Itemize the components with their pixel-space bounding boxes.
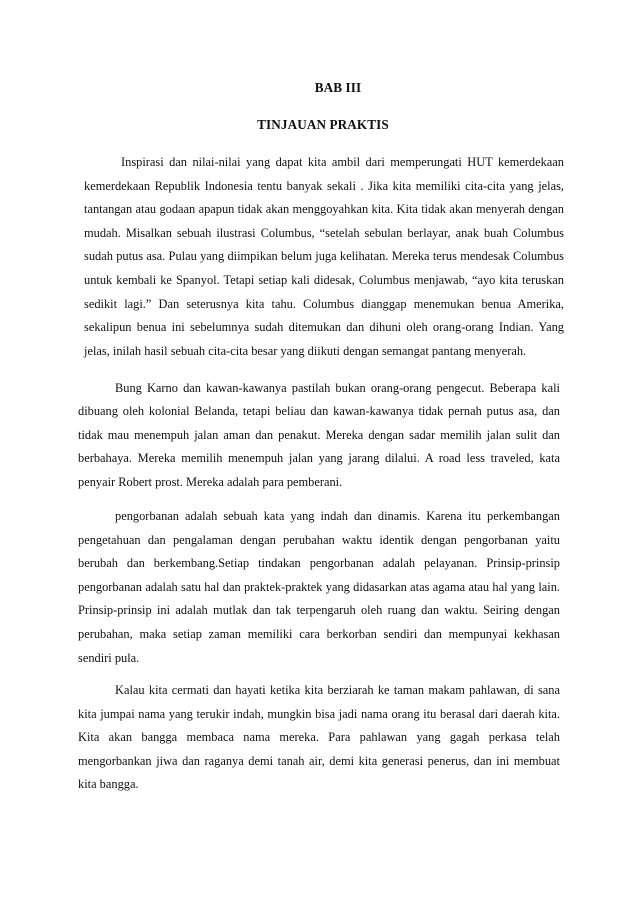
paragraph-2: Bung Karno dan kawan-kawanya pastilah bukan orang-orang pengecut. Beberapa kali dibuang oleh kolonial Belanda, tetapi beliau dan kawan-kawanya tidak pernah putus asa, dan tidak mau menempuh jalan aman dan penakut. Mereka dengan sadar memilih jalan sulit dan berbahaya. Mereka memilih menempuh jalan yang jarang dilalui. A road less traveled, kata penyair Robert prost. Mereka adalah para pemberani. [78,381,560,489]
paragraph-1: Inspirasi dan nilai-nilai yang dapat kita ambil dari memperungati HUT kemerdekaan kemerdekaan Republik Indonesia tentu banyak sekali . Jika kita memiliki cita-cita yang jelas, tantangan atau godaan apapun tidak akan menggoyahkan kita. Kita tidak akan menyerah dengan mudah. Misalkan sebuah ilustrasi Columbus, “setelah sebulan berlayar, anak buah Columbus sudah putus asa. Pulau yang diimpikan belum juga kelihatan. Mereka terus mendesak Columbus untuk kembali ke Spanyol. Tetapi setiap kali didesak, Columbus menjawab, “ayo kita teruskan sedikit lagi.” Dan seterusnya kita tahu. Columbus dianggap menemukan benua Amerika, sekalipun benua ini sebelumnya sudah ditemukan dan dihuni oleh orang-orang Indian. Yang jelas, inilah hasil sebuah cita-cita besar yang diikuti dengan semangat pantang menyerah. [84,155,564,358]
chapter-title: TINJAUAN PRAKTIS [257,117,389,132]
paragraph-3: pengorbanan adalah sebuah kata yang indah dan dinamis. Karena itu perkembangan pengetahuan dan pengalaman dengan perubahan waktu identik dengan pengorbanan yaitu berubah dan berkembang.Setiap tindakan pengorbanan adalah pelayanan. Prinsip-prinsip pengorbanan adalah satu hal dan praktek-praktek yang didasarkan atas agama atau hal yang lain. Prinsip-prinsip ini adalah mutlak dan tak terpengaruh oleh ruang dan waktu. Seiring dengan perubahan, maka setiap zaman memiliki cara berkorban sendiri dan mempunyai kekhasan sendiri pula. [78,509,560,665]
paragraph-4: Kalau kita cermati dan hayati ketika kita berziarah ke taman makam pahlawan, di sana kita jumpai nama yang terukir indah, mungkin bisa jadi nama orang itu berasal dari daerah kita. Kita akan bangga membaca nama mereka. Para pahlawan yang gagah perkasa telah mengorbankan jiwa dan raganya demi tanah air, demi kita generasi penerus, dan ini membuat kita bangga. [78,683,560,792]
chapter-heading: BAB III [314,80,362,95]
